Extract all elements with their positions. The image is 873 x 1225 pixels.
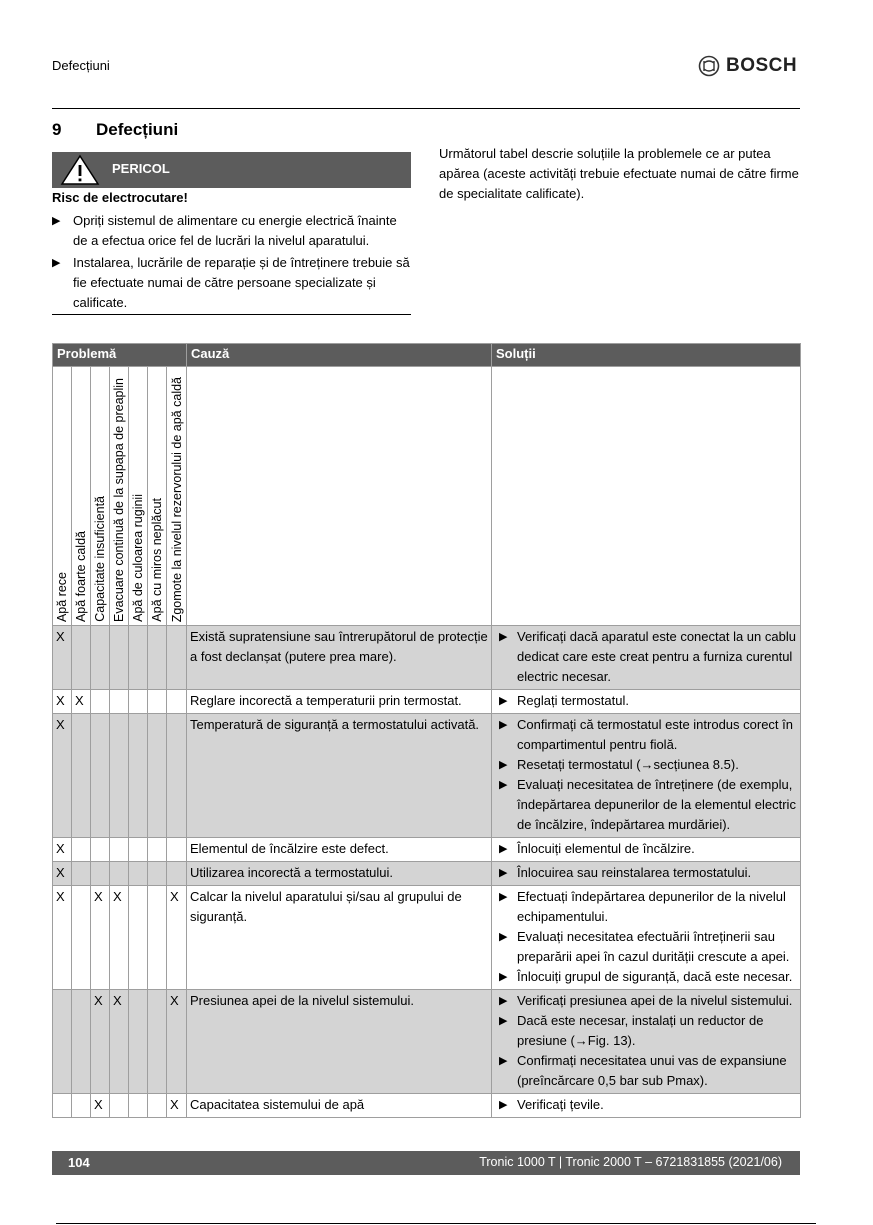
problem-label-cell [53, 367, 72, 626]
cause-cell: Capacitatea sistemului de apă [187, 1094, 492, 1118]
bosch-logo [698, 55, 797, 77]
fault-table [52, 343, 801, 1118]
mark-cell: X [91, 886, 110, 990]
solution-text: Verificați dacă aparatul este conectat la un cablu dedicat care este creat pentru a furniza curentul electric necesar. [517, 629, 796, 684]
cause-cell: Elementul de încălzire este defect. [187, 838, 492, 862]
solution-text: Înlocuirea sau reinstalarea termostatului. [517, 865, 752, 880]
problem-label: Zgomote la nivelul rezervorului de apă caldă [169, 376, 184, 622]
solution-item [495, 991, 797, 1011]
mark-cell [72, 838, 91, 862]
solution-text: Efectuați îndepărtarea depunerilor de la nivelul echipamentului. [517, 889, 786, 924]
list-item [52, 253, 411, 313]
solutions-cell [492, 838, 801, 862]
section-title: Defecțiuni [96, 120, 179, 139]
danger-label: PERICOL [112, 161, 170, 176]
mark-cell [91, 838, 110, 862]
cause-cell: Temperatură de siguranță a termostatului activată. [187, 714, 492, 838]
mark-cell [72, 714, 91, 838]
arrow-right-icon: ▶ [499, 779, 508, 791]
table-row [53, 838, 801, 862]
solution-item [495, 887, 797, 927]
problem-label-cell [148, 367, 167, 626]
solutions-cell [492, 990, 801, 1094]
cause-cell: Există supratensiune sau întrerupătorul de protecție a fost declanșat (putere prea mare). [187, 626, 492, 690]
mark-cell [148, 690, 167, 714]
bosch-wordmark: BOSCH [726, 55, 798, 76]
mark-cell: X [53, 626, 72, 690]
mark-cell [167, 690, 187, 714]
mark-cell [91, 626, 110, 690]
mark-cell [53, 990, 72, 1094]
solution-text: Înlocuiți elementul de încălzire. [517, 841, 695, 856]
mark-cell: X [91, 990, 110, 1094]
solution-item [495, 755, 797, 775]
header-problem: Problemă [53, 344, 187, 367]
mark-cell: X [72, 690, 91, 714]
mark-cell [110, 690, 129, 714]
solutions-cell [492, 886, 801, 990]
bottom-rule [56, 1223, 816, 1224]
document-reference: Tronic 1000 T | Tronic 2000 T – 6721831855 (2021/06) [479, 1155, 782, 1169]
mark-cell [129, 838, 148, 862]
table-row [53, 1094, 801, 1118]
arrow-right-icon: ▶ [499, 759, 508, 771]
mark-cell: X [167, 1094, 187, 1118]
header-solutions: Soluții [492, 344, 801, 367]
section-number: 9 [52, 120, 62, 139]
header-cause: Cauză [187, 344, 492, 367]
mark-cell [148, 1094, 167, 1118]
arrow-right-icon: ▶ [499, 695, 508, 707]
cause-cell: Reglare incorectă a temperaturii prin termostat. [187, 690, 492, 714]
solution-item [495, 1051, 797, 1091]
solution-text: Confirmați că termostatul este introdus corect în compartimentul pentru fiolă. [517, 717, 794, 752]
table-row [53, 990, 801, 1094]
mark-cell [110, 626, 129, 690]
mark-cell [72, 1094, 91, 1118]
warning-item-text: Instalarea, lucrările de reparație și de întreținere trebuie să fie efectuate numai de către persoane specializate și calificate. [73, 255, 410, 310]
page-number: 104 [68, 1155, 90, 1170]
solution-text: Reglați termostatul. [517, 693, 629, 708]
mark-cell [167, 626, 187, 690]
mark-cell: X [53, 690, 72, 714]
solutions-cell [492, 626, 801, 690]
solution-text: Resetați termostatul (→secțiunea 8.5). [517, 757, 739, 772]
cause-cell: Calcar la nivelul aparatului și/sau al grupului de siguranță. [187, 886, 492, 990]
problem-label-cell [129, 367, 148, 626]
solutions-cell [492, 690, 801, 714]
arrow-right-icon: ▶ [499, 843, 508, 855]
mark-cell: X [53, 838, 72, 862]
mark-cell [110, 862, 129, 886]
solutions-cell [492, 714, 801, 838]
mark-cell [129, 862, 148, 886]
problem-label: Apă cu miros neplăcut [150, 498, 164, 622]
solution-item [495, 927, 797, 967]
mark-cell: X [167, 886, 187, 990]
bosch-armature-icon [698, 55, 720, 77]
problem-label: Apă foarte caldă [74, 530, 88, 622]
problem-label-cell [167, 367, 187, 626]
arrow-right-icon: ▶ [499, 867, 508, 879]
mark-cell [148, 886, 167, 990]
solutions-spacer [492, 367, 801, 626]
mark-cell [148, 990, 167, 1094]
mark-cell [91, 714, 110, 838]
solution-item [495, 691, 797, 711]
solution-item [495, 1095, 797, 1115]
mark-cell [129, 714, 148, 838]
solution-text: Confirmați necesitatea unui vas de expansiune (preîncărcare 0,5 bar sub Pmax). [517, 1053, 787, 1088]
problem-label: Apă rece [55, 571, 69, 622]
mark-cell [110, 714, 129, 838]
table-row [53, 714, 801, 838]
arrow-right-icon: ▶ [499, 995, 508, 1007]
warning-triangle-icon [60, 154, 100, 186]
solution-item [495, 967, 797, 987]
mark-cell [72, 626, 91, 690]
header-rule [52, 108, 800, 109]
mark-cell [91, 862, 110, 886]
mark-cell: X [53, 862, 72, 886]
mark-cell: X [53, 714, 72, 838]
mark-cell [148, 626, 167, 690]
mark-cell: X [91, 1094, 110, 1118]
mark-cell [129, 886, 148, 990]
solution-text: Dacă este necesar, instalați un reductor de presiune (→Fig. 13). [517, 1013, 764, 1048]
arrow-right-icon: ▶ [499, 1015, 508, 1027]
table-row [53, 862, 801, 886]
problem-label-cell [110, 367, 129, 626]
arrow-right-icon: ▶ [499, 1055, 508, 1067]
mark-cell [167, 862, 187, 886]
cause-spacer [187, 367, 492, 626]
mark-cell [53, 1094, 72, 1118]
mark-cell: X [167, 990, 187, 1094]
problem-label: Apă de culoarea ruginii [131, 494, 145, 622]
table-row [53, 886, 801, 990]
solution-text: Verificați țevile. [517, 1097, 604, 1112]
solution-text: Evaluați necesitatea de întreținere (de exemplu, îndepărtarea depunerilor de la elementul electric de încălzire, îndepărtarea murdăriei). [517, 777, 796, 832]
solution-item [495, 839, 797, 859]
solution-item [495, 1011, 797, 1051]
mark-cell: X [110, 886, 129, 990]
mark-cell [110, 838, 129, 862]
cause-cell: Presiunea apei de la nivelul sistemului. [187, 990, 492, 1094]
mark-cell [167, 714, 187, 838]
mark-cell [129, 1094, 148, 1118]
arrow-right-icon: ▶ [499, 891, 508, 903]
solution-item [495, 715, 797, 755]
solutions-cell [492, 862, 801, 886]
solution-item [495, 775, 797, 835]
solution-text: Verificați presiunea apei de la nivelul sistemului. [517, 993, 793, 1008]
table-row [53, 690, 801, 714]
warning-list [52, 211, 411, 315]
mark-cell: X [53, 886, 72, 990]
mark-cell [129, 990, 148, 1094]
risk-heading: Risc de electrocutare! [52, 190, 188, 205]
arrow-right-icon: ▶ [499, 631, 508, 643]
table-row [53, 626, 801, 690]
mark-cell [167, 838, 187, 862]
mark-cell [148, 838, 167, 862]
mark-cell [129, 626, 148, 690]
solution-text: Evaluați necesitatea efectuării întreținerii sau preparării apei în cazul durității crescute a apei. [517, 929, 790, 964]
mark-cell [72, 886, 91, 990]
mark-cell [129, 690, 148, 714]
problem-label-cell [91, 367, 110, 626]
arrow-right-icon: ▶ [499, 971, 508, 983]
mark-cell [148, 714, 167, 838]
solution-item [495, 627, 797, 687]
mark-cell [91, 690, 110, 714]
solution-text: Înlocuiți grupul de siguranță, dacă este necesar. [517, 969, 793, 984]
warning-rule [52, 314, 411, 315]
mark-cell [72, 862, 91, 886]
header-section-title: Defecțiuni [52, 58, 110, 73]
problem-label: Capacitate insuficientă [93, 496, 107, 622]
arrow-right-icon: ▶ [499, 1099, 508, 1111]
mark-cell: X [110, 990, 129, 1094]
solution-item [495, 863, 797, 883]
mark-cell [110, 1094, 129, 1118]
list-item [52, 211, 411, 251]
warning-item-text: Opriți sistemul de alimentare cu energie electrică înainte de a efectua orice fel de lucrări la nivelul aparatului. [73, 213, 397, 248]
cause-cell: Utilizarea incorectă a termostatului. [187, 862, 492, 886]
mark-cell [148, 862, 167, 886]
solutions-cell [492, 1094, 801, 1118]
mark-cell [72, 990, 91, 1094]
arrow-right-icon: ▶ [52, 257, 61, 269]
arrow-right-icon: ▶ [499, 719, 508, 731]
problem-label-cell [72, 367, 91, 626]
intro-paragraph: Următorul tabel descrie soluțiile la problemele ce ar putea apărea (aceste activități trebuie efectuate numai de către firme de specialitate calificate). [439, 146, 799, 201]
footer-bar [52, 1151, 800, 1175]
danger-banner [52, 152, 411, 188]
arrow-right-icon: ▶ [499, 931, 508, 943]
arrow-right-icon: ▶ [52, 215, 61, 227]
problem-label: Evacuare continuă de la supapa de preaplin [112, 378, 126, 622]
